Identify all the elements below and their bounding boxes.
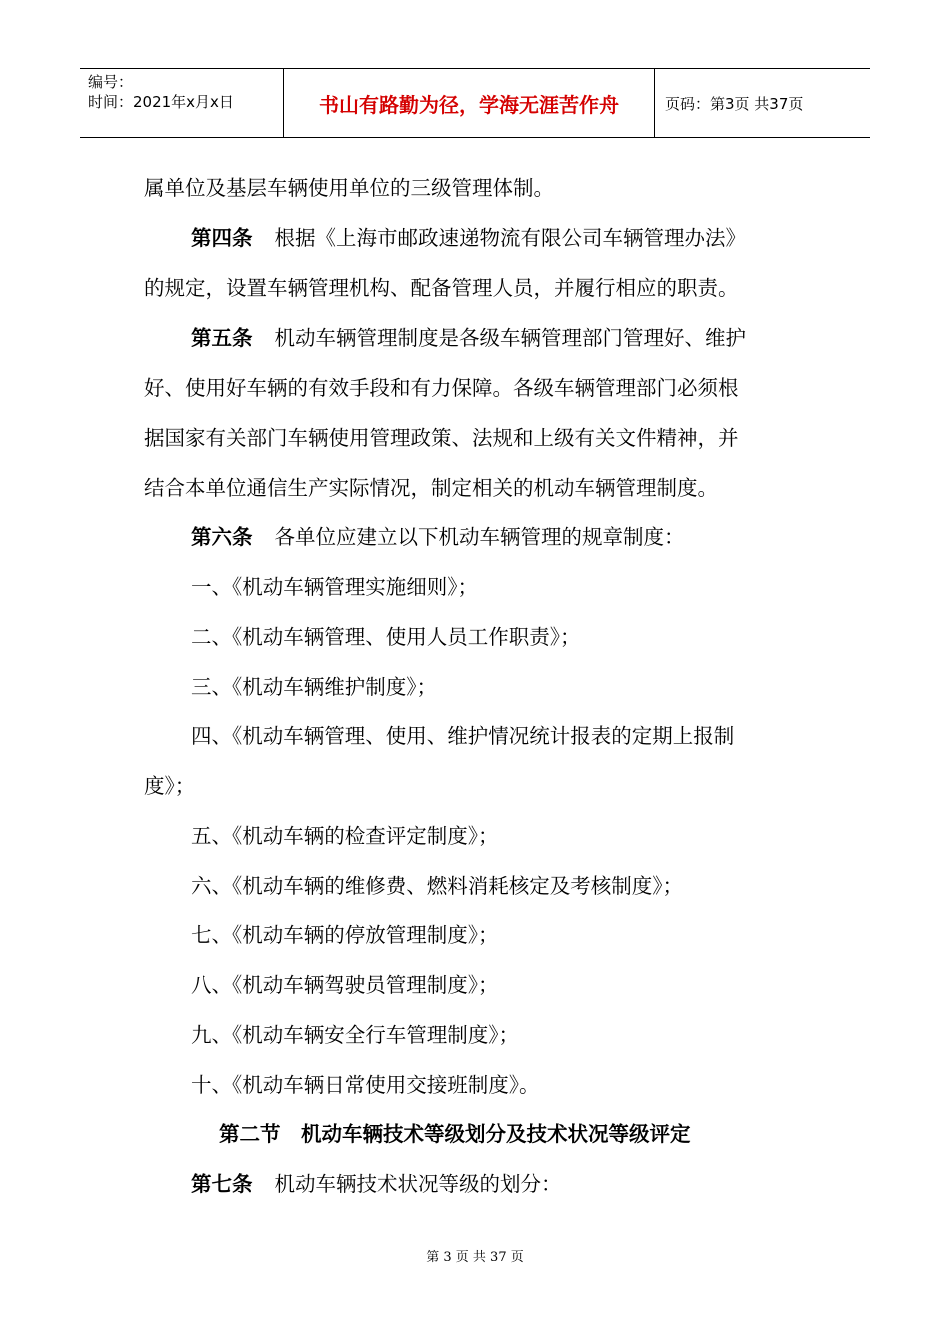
article-7 [191, 1170, 562, 1198]
body-line: 好、使用好车辆的有效手段和有力保障。各级车辆管理部门必须根 [144, 376, 739, 400]
list-item: 四、《机动车辆管理、使用、维护情况统计报表的定期上报制 [191, 724, 735, 748]
article-6 [191, 523, 685, 551]
header-page-info: 页码：第3页 共37页 [665, 94, 804, 113]
body-line: 属单位及基层车辆使用单位的三级管理体制。 [144, 176, 554, 200]
list-item: 五、《机动车辆的检查评定制度》； [191, 824, 499, 848]
list-item: 一、《机动车辆管理实施细则》； [191, 575, 478, 599]
page-header [80, 68, 870, 138]
article-5 [191, 324, 746, 352]
body-line: 的规定，设置车辆管理机构、配备管理人员，并履行相应的职责。 [144, 276, 739, 300]
article-text: 根据《上海市邮政速递物流有限公司车辆管理办法》 [274, 226, 746, 250]
body-line: 据国家有关部门车辆使用管理政策、法规和上级有关文件精神，并 [144, 426, 739, 450]
article-4 [191, 224, 746, 252]
doc-time-label: 时间：2021年x月x日 [88, 93, 234, 111]
list-item: 六、《机动车辆的维修费、燃料消耗核定及考核制度》； [191, 874, 683, 898]
page-footer: 第 3 页 共 37 页 [426, 1250, 524, 1265]
section-heading: 第二节 机动车辆技术等级划分及技术状况等级评定 [219, 1122, 691, 1146]
article-text: 机动车辆技术状况等级的划分： [274, 1172, 562, 1196]
header-motto: 书山有路勤为径，学海无涯苦作舟 [283, 69, 655, 137]
article-label: 第六条 [191, 525, 253, 549]
list-item: 度》； [144, 774, 196, 798]
list-item: 八、《机动车辆驾驶员管理制度》； [191, 973, 499, 997]
article-text: 各单位应建立以下机动车辆管理的规章制度： [274, 525, 685, 549]
article-label: 第四条 [191, 226, 253, 250]
list-item: 三、《机动车辆维护制度》； [191, 675, 437, 699]
body-line: 结合本单位通信生产实际情况，制定相关的机动车辆管理制度。 [144, 476, 718, 500]
doc-number-label: 编号： [88, 73, 134, 91]
article-label: 第五条 [191, 326, 253, 350]
article-text: 机动车辆管理制度是各级车辆管理部门管理好、维护 [274, 326, 746, 350]
list-item: 七、《机动车辆的停放管理制度》； [191, 923, 499, 947]
header-meta [80, 69, 283, 137]
article-label: 第七条 [191, 1172, 253, 1196]
list-item: 二、《机动车辆管理、使用人员工作职责》； [191, 625, 581, 649]
list-item: 十、《机动车辆日常使用交接班制度》。 [191, 1073, 540, 1097]
list-item: 九、《机动车辆安全行车管理制度》； [191, 1023, 519, 1047]
